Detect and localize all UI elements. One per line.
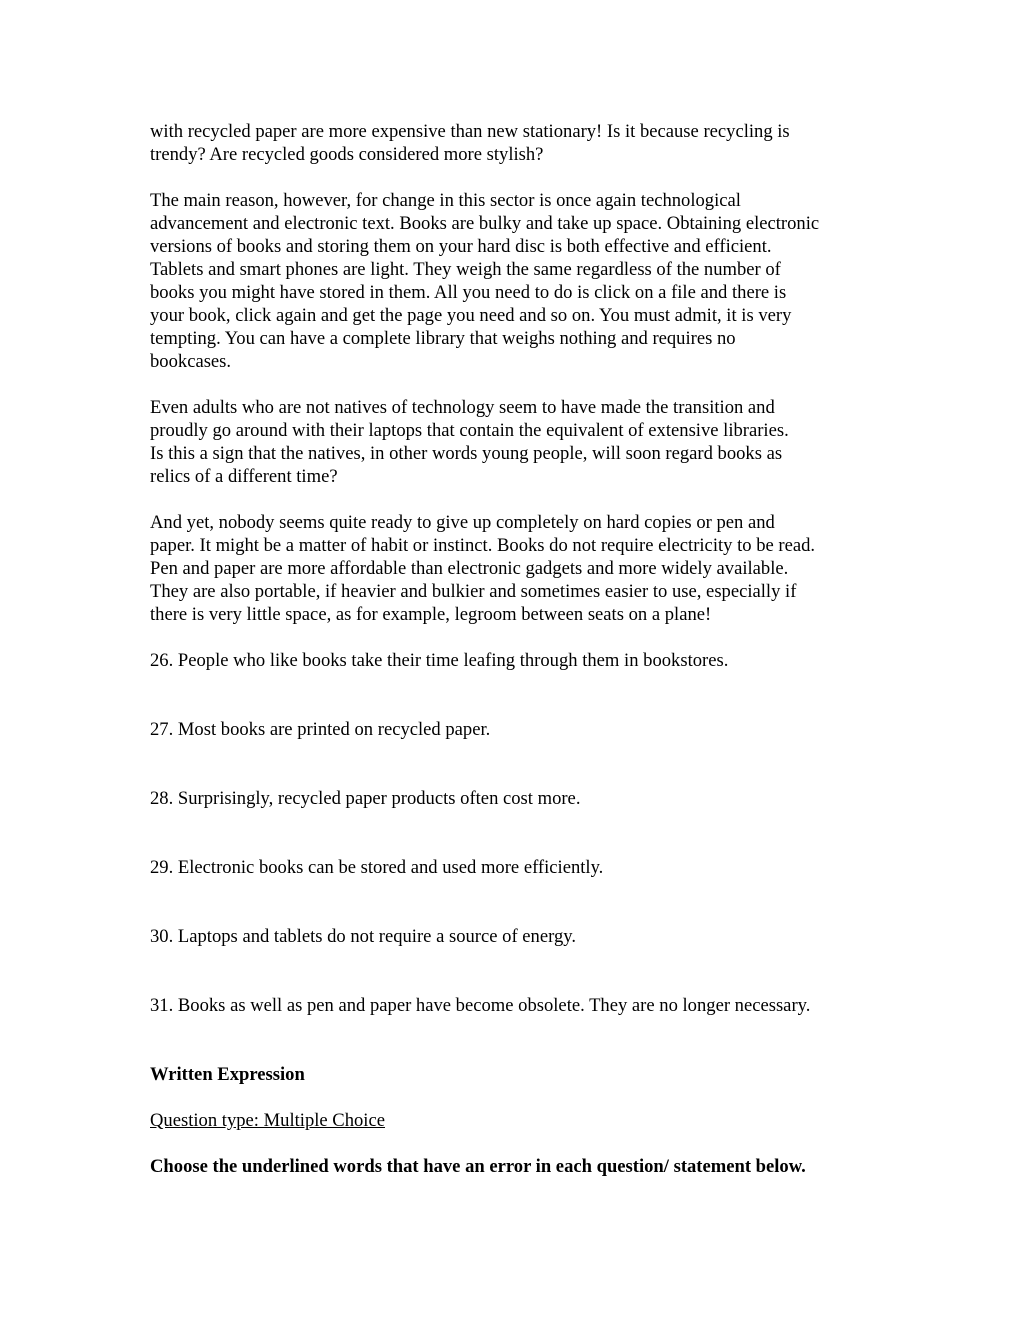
passage-line: books you might have stored in them. All you need to do is click on a file and there is [150, 282, 787, 303]
passage-line: proudly go around with their laptops that contain the equivalent of extensive libraries. [150, 420, 789, 441]
passage-line: there is very little space, as for example, legroom between seats on a plane! [150, 604, 712, 625]
passage-line: tempting. You can have a complete library that weighs nothing and requires no [150, 328, 736, 349]
passage-line: versions of books and storing them on your hard disc is both effective and efficient. [150, 236, 772, 257]
passage-line: your book, click again and get the page you need and so on. You must admit, it is very [150, 305, 792, 326]
question-30: 30. Laptops and tablets do not require a source of energy. [150, 926, 576, 947]
passage-line: The main reason, however, for change in this sector is once again technological [150, 190, 741, 211]
question-26: 26. People who like books take their time leafing through them in bookstores. [150, 650, 729, 671]
question-27: 27. Most books are printed on recycled paper. [150, 719, 491, 740]
passage-line: They are also portable, if heavier and bulkier and sometimes easier to use, especially if [150, 581, 797, 602]
passage-line: bookcases. [150, 351, 232, 372]
passage-line: And yet, nobody seems quite ready to give up completely on hard copies or pen and [150, 512, 775, 533]
question-28: 28. Surprisingly, recycled paper products often cost more. [150, 788, 581, 809]
passage-line: Even adults who are not natives of technology seem to have made the transition and [150, 397, 775, 418]
section-heading: Written Expression [150, 1064, 305, 1085]
passage-line: relics of a different time? [150, 466, 338, 487]
passage-line: Is this a sign that the natives, in other words young people, will soon regard books as [150, 443, 783, 464]
section-instruction: Choose the underlined words that have an error in each question/ statement below. [150, 1156, 806, 1177]
passage-paragraph-4 [150, 511, 880, 626]
passage-line: Tablets and smart phones are light. They weigh the same regardless of the number of [150, 259, 781, 280]
document-page [150, 120, 880, 1178]
passage-line: trendy? Are recycled goods considered more stylish? [150, 144, 544, 165]
passage-line: paper. It might be a matter of habit or instinct. Books do not require electricity to be read. [150, 535, 816, 556]
passage-paragraph-3 [150, 396, 880, 488]
passage-line: Pen and paper are more affordable than electronic gadgets and more widely available. [150, 558, 789, 579]
question-type-label: Question type: Multiple Choice [150, 1110, 385, 1131]
question-29: 29. Electronic books can be stored and used more efficiently. [150, 857, 604, 878]
question-31: 31. Books as well as pen and paper have become obsolete. They are no longer necessary. [150, 995, 811, 1016]
passage-paragraph-1 [150, 120, 880, 166]
passage-line: with recycled paper are more expensive than new stationary! Is it because recycling is [150, 121, 790, 142]
passage-paragraph-2 [150, 189, 880, 373]
passage-line: advancement and electronic text. Books are bulky and take up space. Obtaining electronic [150, 213, 820, 234]
